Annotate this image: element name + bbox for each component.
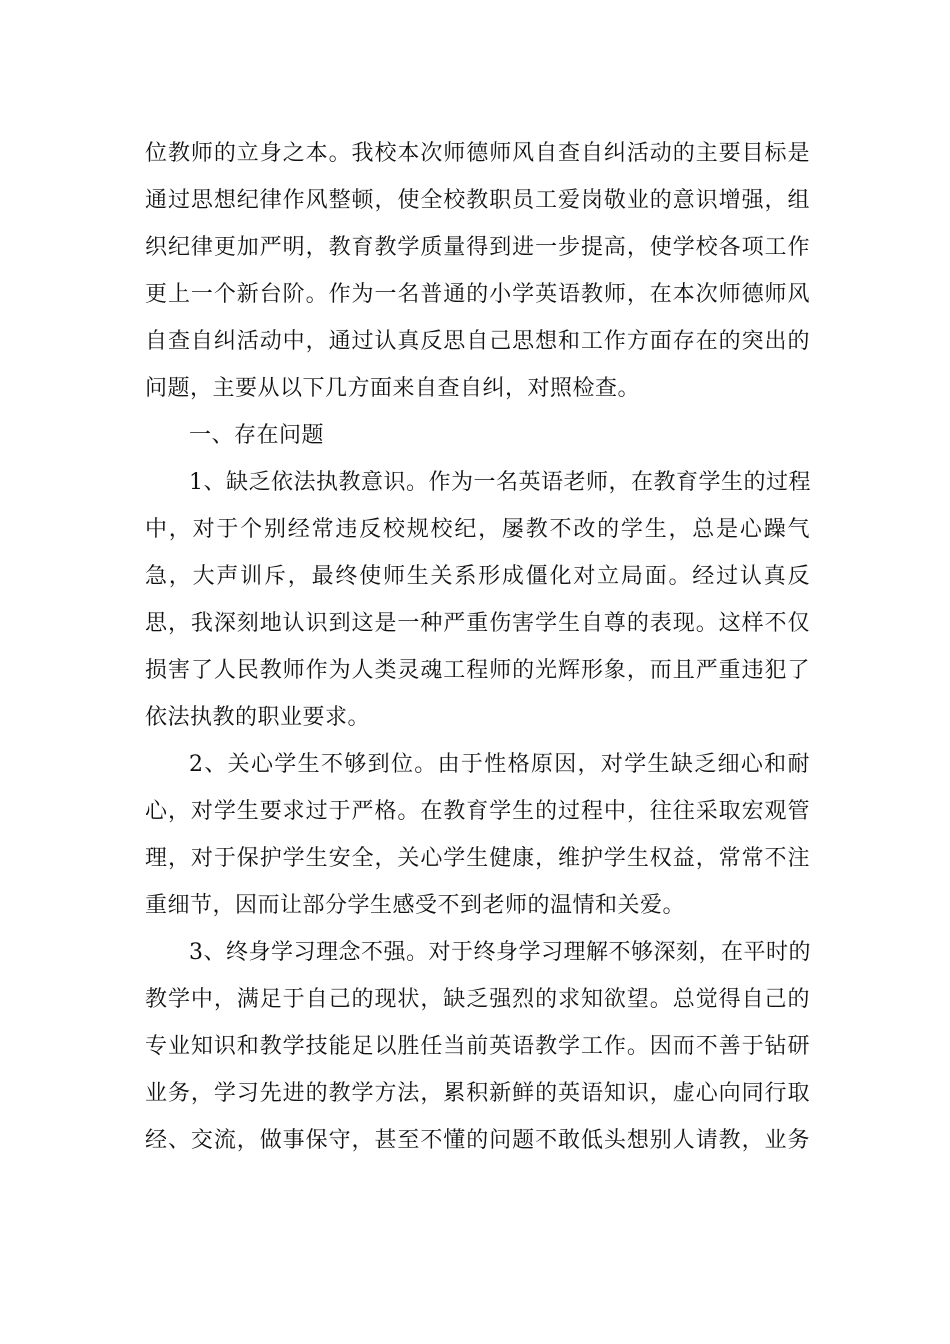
text-line: 思，我深刻地认识到这是一种严重伤害学生自尊的表现。这样不仅 — [145, 611, 810, 636]
text-line: 损害了人民教师作为人类灵魂工程师的光辉形象，而且严重违犯了 — [145, 658, 810, 683]
paragraph-item-1 — [145, 459, 810, 741]
paragraph-item-3 — [145, 929, 810, 1164]
text-line: 织纪律更加严明，教育教学质量得到进一步提高，使学校各项工作 — [145, 235, 810, 260]
text-line: 理，对于保护学生安全，关心学生健康，维护学生权益，常常不注 — [145, 846, 810, 871]
text-line: 更上一个新台阶。作为一名普通的小学英语教师，在本次师德师风 — [145, 282, 810, 307]
text-line: 自查自纠活动中，通过认真反思自己思想和工作方面存在的突出的 — [145, 329, 810, 354]
text-line: 重细节，因而让部分学生感受不到老师的温情和关爱。 — [145, 893, 686, 918]
text-line: 3、终身学习理念不强。对于终身学习理解不够深刻，在平时的 — [189, 940, 811, 965]
text-line: 经、交流，做事保守，甚至不懂的问题不敢低头想别人请教，业务 — [145, 1128, 810, 1153]
document-body — [145, 130, 810, 1164]
text-line: 1、缺乏依法执教意识。作为一名英语老师，在教育学生的过程 — [189, 470, 811, 495]
text-line: 通过思想纪律作风整顿，使全校教职员工爱岗敬业的意识增强，组 — [145, 188, 810, 213]
text-line: 心，对学生要求过于严格。在教育学生的过程中，往往采取宏观管 — [145, 799, 810, 824]
paragraph-item-2 — [145, 741, 810, 929]
text-line: 2、关心学生不够到位。由于性格原因，对学生缺乏细心和耐 — [189, 752, 810, 777]
text-line: 急，大声训斥，最终使师生关系形成僵化对立局面。经过认真反 — [145, 564, 810, 589]
paragraph-intro — [145, 130, 810, 412]
section-heading — [145, 412, 810, 459]
text-line: 中，对于个别经常违反校规校纪，屡教不改的学生，总是心躁气 — [145, 517, 810, 542]
text-line: 依法执教的职业要求。 — [145, 705, 371, 730]
text-line: 专业知识和教学技能足以胜任当前英语教学工作。因而不善于钻研 — [145, 1034, 810, 1059]
text-line: 问题，主要从以下几方面来自查自纠，对照检查。 — [145, 376, 641, 401]
text-line: 业务，学习先进的教学方法，累积新鲜的英语知识，虚心向同行取 — [145, 1081, 810, 1106]
heading-text: 一、存在问题 — [189, 423, 325, 448]
text-line: 教学中，满足于自己的现状，缺乏强烈的求知欲望。总觉得自己的 — [145, 987, 810, 1012]
text-line: 位教师的立身之本。我校本次师德师风自查自纠活动的主要目标是 — [145, 141, 810, 166]
